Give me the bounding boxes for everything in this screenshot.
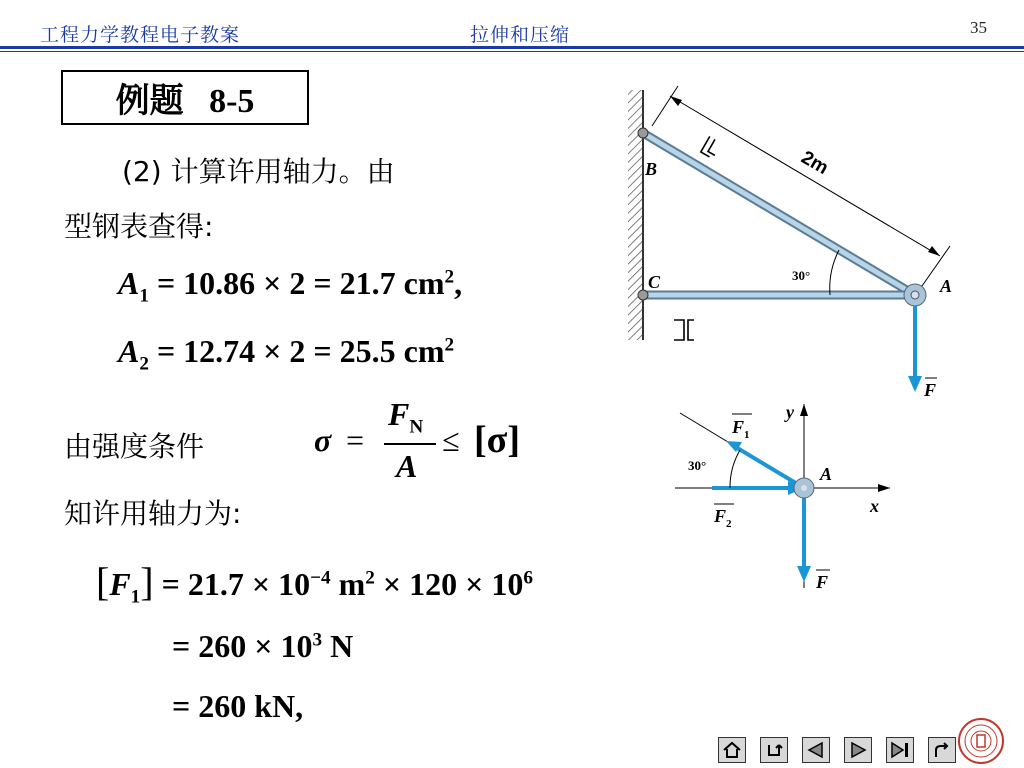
a1-tail: , (454, 265, 463, 301)
last-icon (890, 741, 910, 759)
label-f: F (816, 572, 829, 592)
example-title-text: 例题 8-5 (115, 83, 255, 120)
jump-icon (932, 741, 952, 759)
f1-subscript: 1 (130, 586, 141, 608)
nav-last-button[interactable] (886, 737, 914, 763)
f1-exp3: 6 (523, 567, 533, 589)
free-body-diagram (670, 398, 900, 598)
label-a: A (820, 464, 833, 484)
force-f1-line (734, 446, 804, 488)
allowable-stress: [σ] (474, 419, 520, 461)
strength-equation (314, 398, 544, 490)
a2-value: = 12.74 × 2 = 25.5 cm (156, 333, 445, 369)
label-f2-symbol: F (714, 506, 727, 526)
channel-section-ab-icon (701, 136, 722, 159)
page-number: 35 (970, 18, 987, 37)
f1-exp1: −4 (310, 567, 331, 589)
f1-line2-value: = 260 × 10 (172, 628, 313, 664)
fraction-denominator: A (396, 448, 418, 484)
example-title (61, 70, 309, 125)
allowable-force-label: 知许用轴力为: (64, 497, 242, 530)
pin-c (638, 290, 648, 300)
label-f2 (713, 506, 732, 530)
leq-sign: ≤ (442, 422, 460, 458)
a2-subscript: 2 (139, 353, 149, 375)
previous-icon (806, 741, 826, 759)
bar-ab-highlight (643, 133, 915, 295)
node-a-inner (801, 485, 807, 491)
label-c: C (648, 272, 661, 292)
nav-jump-button[interactable] (928, 737, 956, 763)
a1-subscript: 1 (139, 285, 149, 307)
y-axis-arrow (800, 404, 808, 416)
wall-hatching (628, 90, 644, 340)
header-course-title: 工程力学教程电子教案 (40, 24, 241, 46)
x-axis-arrow (878, 484, 890, 492)
truss-diagram (610, 78, 980, 408)
nav-home-button[interactable] (718, 737, 746, 763)
label-a: A (940, 276, 953, 296)
label-b: B (645, 159, 658, 179)
fn-symbol: F (388, 396, 410, 432)
f1-part2: m (330, 566, 366, 602)
dimension-arrow-a (928, 246, 940, 256)
header-rule (0, 46, 1024, 49)
label-f2-subscript: 2 (726, 518, 732, 530)
a1-exponent: 2 (444, 266, 455, 288)
angle-arc (730, 450, 740, 488)
seal-emblem-icon (962, 722, 1000, 760)
a2-symbol: A (118, 333, 140, 369)
label-y: y (786, 402, 794, 422)
header-rule-thin (0, 51, 1024, 52)
equation-f1-line2 (172, 628, 353, 665)
label-f1 (731, 417, 750, 441)
nav-return-button[interactable] (760, 737, 788, 763)
label-f: F (924, 380, 937, 400)
f1-exp2: 2 (365, 567, 375, 589)
equation-a1 (118, 265, 462, 307)
pin-b (638, 128, 648, 138)
strength-condition-label: 由强度条件 (64, 430, 205, 463)
university-seal (958, 718, 1004, 764)
header-chapter-title: 拉伸和压缩 (470, 24, 571, 46)
return-icon (764, 741, 784, 759)
step-text-line2: 型钢表查得: (64, 210, 214, 243)
fraction-numerator (388, 396, 423, 438)
force-f-arrowhead (797, 566, 811, 582)
length-label: 2m (797, 147, 832, 180)
fn-subscript: N (409, 416, 424, 438)
fraction-bar (384, 443, 436, 445)
f1-part1: = 21.7 × 10 (161, 566, 311, 602)
a1-value: = 10.86 × 2 = 21.7 cm (156, 265, 445, 301)
force-f-arrowhead (908, 376, 922, 392)
pin-a-inner (911, 291, 919, 299)
angle-label: 30° (792, 268, 811, 283)
equation-f1-line3: = 260 kN, (172, 688, 304, 724)
step-text-line1: (2) 计算许用轴力。由 (122, 155, 395, 188)
sigma-symbol: σ (314, 422, 332, 458)
label-x: x (870, 496, 879, 516)
channel-section-ac-icon (674, 320, 694, 340)
label-f1-subscript: 1 (744, 429, 750, 441)
dimension-ext-b (652, 86, 678, 126)
a2-exponent: 2 (444, 334, 455, 356)
equals-sign: = (346, 422, 365, 458)
home-icon (722, 741, 742, 759)
a1-symbol: A (118, 265, 140, 301)
nav-previous-button[interactable] (802, 737, 830, 763)
next-icon (848, 741, 868, 759)
angle-arc (830, 250, 839, 295)
label-f1-symbol: F (732, 417, 745, 437)
f1-line2-exp: 3 (312, 629, 323, 651)
equation-f1 (96, 558, 533, 608)
nav-next-button[interactable] (844, 737, 872, 763)
f1-line2-unit: N (322, 628, 354, 664)
bracket-right: ] (140, 559, 154, 604)
f1-symbol: F (109, 566, 131, 602)
bracket-left: [ (96, 559, 110, 604)
dimension-arrow-b (670, 96, 682, 106)
angle-label: 30° (688, 458, 707, 473)
f1-part3: × 120 × 10 (374, 566, 524, 602)
equation-a2 (118, 333, 454, 375)
